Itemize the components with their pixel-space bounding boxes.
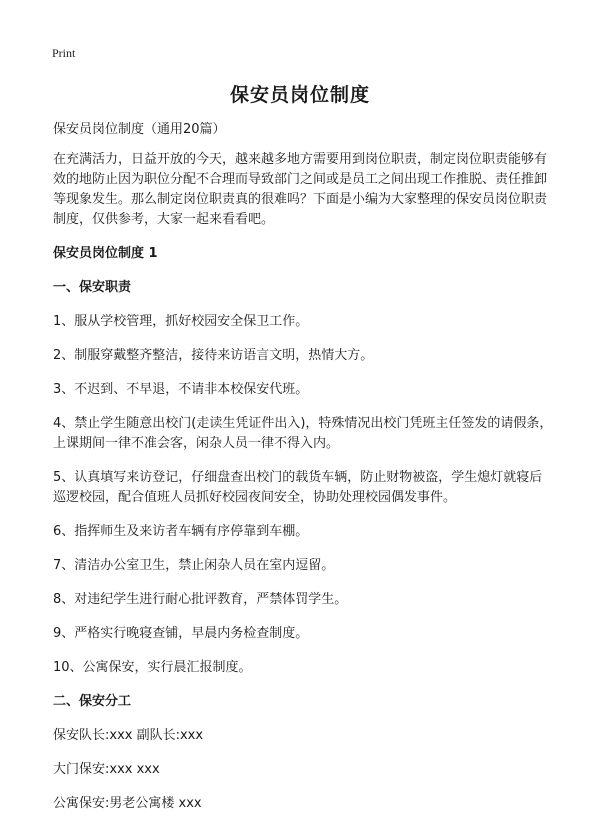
staff-line: 公寓保安:男老公寓楼 xxx <box>53 796 202 811</box>
duty-item: 9、严格实行晚寝查铺，早晨内务检查制度。 <box>53 626 309 641</box>
duty-item: 4、禁止学生随意出校门(走读生凭证件出入)，特殊情况出校门凭班主任签发的请假条，上课期间一律不准会客，闲杂人员一律不得入内。 <box>53 416 553 451</box>
print-link[interactable]: Print <box>52 46 76 60</box>
part1-heading: 一、保安职责 <box>53 280 132 295</box>
staff-line: 保安队长:xxx 副队长:xxx <box>53 728 204 743</box>
intro-paragraph: 在充满活力，日益开放的今天，越来越多地方需要用到岗位职责，制定岗位职责能够有效的地防止因为职位分配不合理而导致部门之间或是员工之间出现工作推脱、责任推卸等现象发生。那么制定岗位职责真的很难吗？下面是小编为大家整理的保安员岗位职责制度，仅供参考，大家一起来看看吧。 <box>53 152 548 227</box>
duty-item: 1、服从学校管理，抓好校园安全保卫工作。 <box>53 314 309 329</box>
duty-item: 7、清洁办公室卫生，禁止闲杂人员在室内逗留。 <box>53 558 335 573</box>
duty-item: 5、认真填写来访登记，仔细盘查出校门的载货车辆，防止财物被盗，学生熄灯就寝后巡逻校园，配合值班人员抓好校园夜间安全，协助处理校园偶发事件。 <box>53 470 543 505</box>
duty-item: 3、不迟到、不早退，不请非本校保安代班。 <box>53 382 309 397</box>
section-title: 保安员岗位制度 1 <box>53 246 158 261</box>
duty-item: 6、指挥师生及来访者车辆有序停靠到车棚。 <box>53 524 309 539</box>
duty-item: 10、公寓保安，实行晨汇报制度。 <box>53 660 252 675</box>
duty-item: 8、对违纪学生进行耐心批评教育，严禁体罚学生。 <box>53 592 348 607</box>
duty-item: 2、制服穿戴整齐整洁，接待来访语言文明，热情大方。 <box>53 348 374 363</box>
page-title: 保安员岗位制度 <box>229 84 370 106</box>
staff-line: 大门保安:xxx xxx <box>53 762 160 777</box>
document-subtitle: 保安员岗位制度（通用20篇） <box>53 122 226 137</box>
part2-heading: 二、保安分工 <box>53 694 132 709</box>
document-body <box>53 120 553 828</box>
